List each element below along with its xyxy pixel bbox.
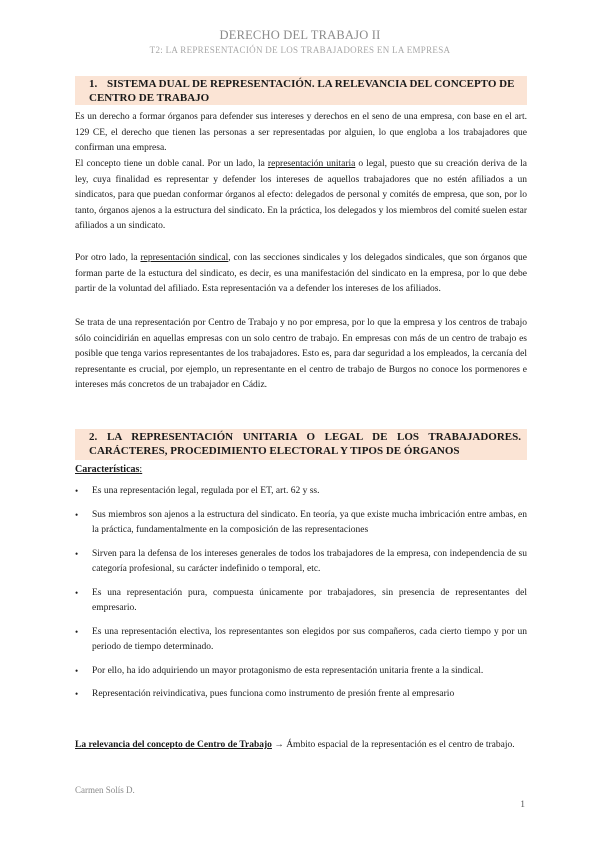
list-item [75, 508, 527, 539]
header-title: DERECHO DEL TRABAJO II [219, 28, 381, 42]
list-item-text: Por ello, ha ido adquiriendo un mayor protagonismo de esta representación unitaria frente a la sindical. [92, 665, 484, 676]
paragraph-2-text-after: o legal, puesto que su creación deriva de la ley, cuya finalidad es representar y defender los intereses de aquellos trabajadores que no estén afiliados a un sindicatos, para que puedan conformar órganos al efecto: delegados de personal y comités de empresa, que son, por lo tanto, órganos ajenos a la estructura del sindicato. En la práctica, los delegados y los miembros del comité suelen estar afiliados a un sindicato. [75, 159, 528, 231]
bullet-icon: • [75, 626, 79, 637]
list-item-text: Es una representación electiva, los representantes son elegidos por sus compañeros, cada cierto tiempo y por un periodo de tiempo determinado. [92, 626, 527, 652]
list-item [75, 547, 527, 578]
list-item [75, 625, 527, 656]
page-number: 1 [520, 800, 525, 810]
bullet-icon: • [75, 665, 79, 676]
footer-author: Carmen Solís D. [75, 785, 135, 795]
paragraph-2 [75, 157, 527, 235]
list-item-text: Sirven para la defensa de los intereses generales de todos los trabajadores de la empresa, con independencia de su categoría profesional, su carácter indefinido o temporal, etc. [92, 548, 527, 574]
list-item [75, 484, 527, 500]
paragraph-4: Se trata de una representación por Centro de Trabajo y no por empresa, por lo que la empresa y los centros de trabajo sólo coincidirián en aquellas empresas con un solo centro de trabajo. En empresas con más de un centro de trabajo es posible que tenga varios representantes de los trabajadores. Esto es, para dar seguridad a los empleados, la cercanía del representante es crucial, por ejemplo, un representante en el centro de trabajo de Burgos no conoce los pormenores e intereses más concretos de un trabajador en Cádiz. [75, 318, 527, 390]
paragraph-2-text-before: El concepto tiene un doble canal. Por un lado, la [75, 159, 268, 169]
paragraph-1: Es un derecho a formar órganos para defender sus intereses y derechos en el seno de una empresa, con base en el art. 129 CE, el derecho que tienen las personas a ser representadas por alguien, lo que engloba a los trabajadores que confirman una empresa. [75, 112, 527, 153]
list-item [75, 664, 527, 680]
bullet-icon: • [75, 486, 79, 496]
characteristics-label [75, 464, 142, 475]
section-2-heading [75, 429, 527, 460]
bullet-icon: • [75, 548, 79, 559]
header-subtitle: T2: LA REPRESENTACIÓN DE LOS TRABAJADORES EN LA EMPRESA [149, 45, 451, 55]
list-item-text: Representación reivindicativa, pues funciona como instrumento de presión frente al empresario [92, 689, 455, 699]
section-2-number: 2. [89, 431, 98, 443]
characteristics-label-text: Características [75, 464, 140, 475]
list-item [75, 586, 527, 617]
list-item-text: Sus miembros son ajenos a la estructura del sindicato. En teoría, ya que existe mucha imbricación entre ambas, en la práctica, fundamentalmente en la composición de las representaciones [92, 509, 527, 535]
characteristics-list [75, 484, 527, 711]
list-item [75, 687, 527, 703]
relevance-text: Ámbito espacial de la representación es el centro de trabajo. [283, 740, 515, 750]
bullet-icon: • [75, 587, 79, 598]
paragraph-3 [75, 251, 527, 298]
relevance-title: La relevancia del concepto de Centro de Trabajo [75, 740, 272, 750]
characteristics-colon: : [139, 464, 143, 475]
arrow-icon: → [274, 740, 284, 750]
section-1-heading [75, 76, 527, 105]
section-1-number: 1. [89, 78, 98, 90]
bullet-icon: • [75, 689, 79, 699]
representacion-unitaria-term: representación unitaria [267, 159, 356, 169]
section-2-title: LA REPRESENTACIÓN UNITARIA O LEGAL DE LOS TRABAJADORES. CARÁCTERES, PROCEDIMIENTO ELECTORAL Y TIPOS DE ÓRGANOS [89, 431, 521, 457]
list-item-text: Es una representación legal, regulada por el ET, art. 62 y ss. [92, 486, 320, 496]
list-item-text: Es una representación pura, compuesta únicamente por trabajadores, sin presencia de representantes del empresario. [92, 587, 527, 613]
section-1-title: SISTEMA DUAL DE REPRESENTACIÓN. LA RELEVANCIA DEL CONCEPTO DE CENTRO DE TRABAJO [89, 78, 515, 104]
paragraph-3-text-before: Por otro lado, la [75, 253, 141, 263]
relevance-paragraph [75, 738, 527, 754]
bullet-icon: • [75, 509, 79, 520]
representacion-sindical-term: representación sindical [140, 253, 229, 263]
paragraph-3-text-after: , con las secciones sindicales y los delegados sindicales, que son órganos que forman parte de la estuctura del sindicato, es decir, es una manifestación del sindicato en la empresa, por lo que debe partir de la voluntad del afiliado. Esta representación va a defender los intereses de los afiliados. [75, 253, 528, 294]
